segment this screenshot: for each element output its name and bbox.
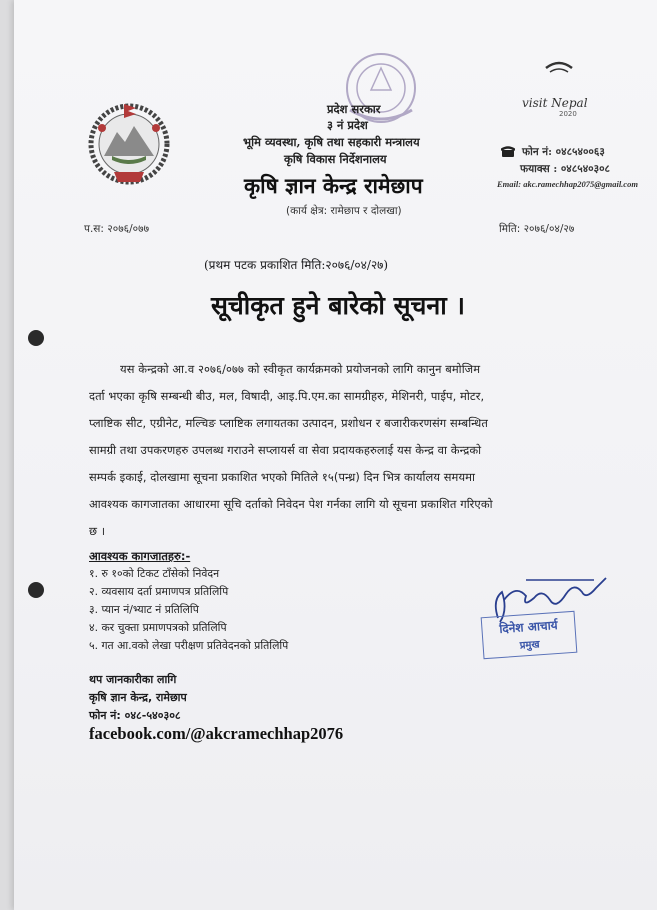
contact-heading: थप जानकारीका लागि	[89, 673, 177, 686]
list-item: ५. गत आ.वको लेखा परीक्षण प्रतिवेदनको प्रतिलिपि	[89, 639, 289, 652]
body-line: यस केन्द्रको आ.व २०७६/०७७ को स्वीकृत कार्यक्रमको प्रयोजनको लागि कानुन बमोजिम	[120, 362, 481, 376]
email-address: Email: akc.ramechhap2075@gmail.com	[497, 179, 638, 189]
work-area: (कार्य क्षेत्र: रामेछाप र दोलखा)	[286, 205, 402, 217]
stamp-name: दिनेश आचार्य	[498, 617, 559, 637]
first-published-date: (प्रथम पटक प्रकाशित मिति:२०७६/०४/२७)	[204, 258, 389, 272]
visit-nepal-logo: visit Nepal	[522, 96, 588, 110]
body-line: आवश्यक कागजातका आधारमा सूचि दर्ताको निवेदन पेश गर्नका लागि यो सूचना प्रकाशित गरिएको	[89, 497, 493, 511]
body-line: प्लाष्टिक सीट, एग्रीनेट, मल्चिङ प्लाष्टिक लगायतका उत्पादन, प्रशोधन र बजारीकरणसंग सम्बन्धित	[89, 416, 489, 430]
facebook-link[interactable]: facebook.com/@akcramechhap2076	[89, 724, 344, 743]
fax-number: फयाक्स : ०४८५४०३०८	[520, 163, 610, 175]
body-line: सामग्री तथा उपकरणहरु उपलब्ध गराउने सप्लायर्स वा सेवा प्रदायकहरुलाई यस केन्द्र वा केन्द्रको	[89, 443, 482, 457]
contact-office: कृषि ज्ञान केन्द्र, रामेछाप	[89, 691, 187, 704]
body-line: दर्ता भएका कृषि सम्बन्धी बीउ, मल, विषादी, आइ.पि.एम.का सामग्रीहरु, मेशिनरी, पाईप, मोटर,	[89, 389, 485, 403]
list-item: ४. कर चुक्ता प्रमाणपत्रको प्रतिलिपि	[89, 621, 227, 634]
documents-heading: आवश्यक कागजातहरु:-	[89, 549, 191, 563]
reference-number: प.स: २०७६/०७७	[84, 223, 150, 235]
punch-hole-bottom	[28, 582, 44, 598]
notice-page	[14, 0, 657, 910]
body-line: सम्पर्क इकाई, दोलखामा सूचना प्रकाशित भएको मितिले १५(पन्ध्र) दिन भित्र कार्यालय समयमा	[89, 470, 476, 484]
punch-hole-top	[28, 330, 44, 346]
body-line: छ ।	[89, 524, 106, 538]
list-item: १. रु १०को टिकट टाँसेको निवेदन	[89, 567, 220, 580]
nepal-emblem-icon	[84, 98, 174, 190]
official-stamp	[481, 611, 578, 659]
telephone-icon	[501, 146, 515, 157]
gov-line-1: प्रदेश सरकार	[327, 102, 381, 116]
stamp-role: प्रमुख	[519, 639, 541, 652]
visit-nepal-year: 2020	[559, 110, 577, 118]
gov-line-2: ३ नं प्रदेश	[327, 118, 368, 132]
contact-phone: फोन नं: ०४८-५४०३०८	[89, 709, 181, 722]
office-name: कृषि ज्ञान केन्द्र रामेछाप	[244, 173, 423, 198]
ministry-name: भूमि व्यवस्था, कृषि तथा सहकारी मन्त्रालय	[243, 135, 420, 149]
notice-title: सूचीकृत हुने बारेको सूचना ।	[211, 291, 465, 320]
list-item: २. व्यवसाय दर्ता प्रमाणपत्र प्रतिलिपि	[89, 585, 229, 598]
phone-number: फोन नं: ०४८५४००६३	[522, 146, 605, 158]
directorate-name: कृषि विकास निर्देशनालय	[284, 152, 387, 166]
letter-date: मिति: २०७६/०४/२७	[499, 223, 575, 235]
list-item: ३. प्यान नं/भ्याट नं प्रतिलिपि	[89, 603, 199, 616]
visit-nepal-mark-icon	[544, 58, 574, 74]
